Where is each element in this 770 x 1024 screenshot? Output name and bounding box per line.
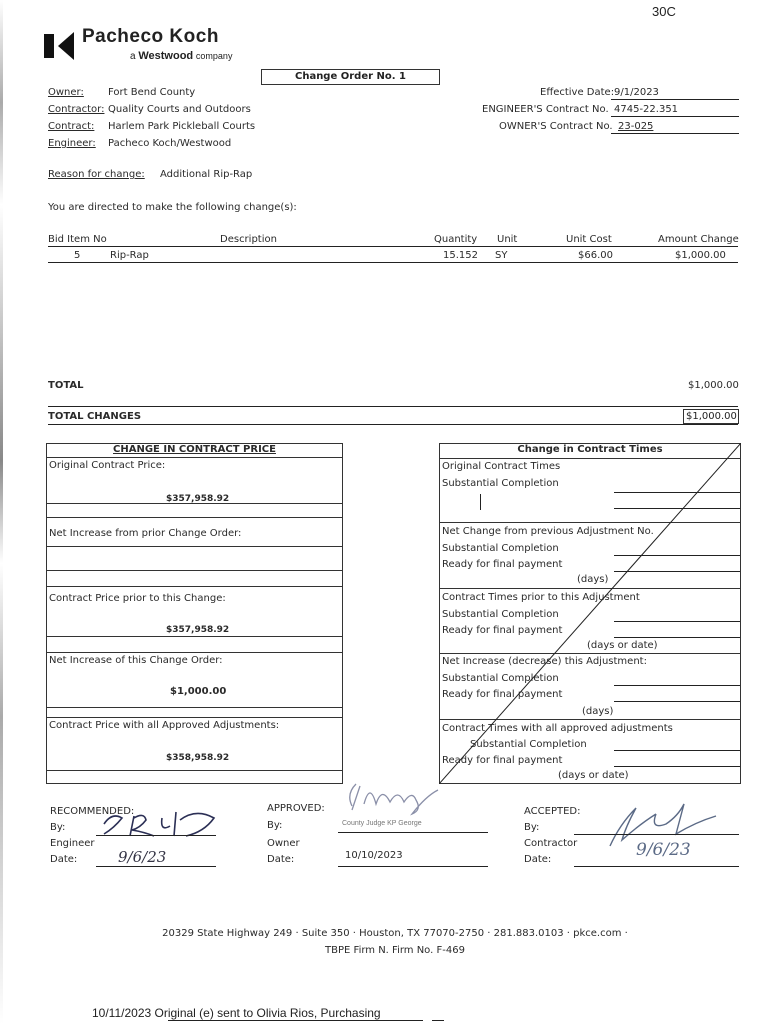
not-applicable-strike	[439, 443, 741, 784]
owner-signature	[342, 776, 442, 818]
change-order-title: Change Order No. 1	[261, 69, 440, 85]
recommended-date-value: 9/6/23	[118, 848, 167, 866]
engineer-signature	[96, 806, 226, 842]
price-box-header: CHANGE IN CONTRACT PRICE	[113, 444, 276, 455]
prior-price-label: Contract Price prior to this Change:	[49, 593, 226, 604]
company-logo	[44, 26, 259, 66]
contract-value: Harlem Park Pickleball Courts	[108, 121, 256, 132]
engineer-label: Engineer:	[48, 138, 96, 149]
cell-amount: $1,000.00	[675, 250, 726, 261]
accepted-heading: ACCEPTED:	[524, 806, 581, 817]
logo-tagline-a: a	[130, 51, 136, 62]
reason-value: Additional Rip-Rap	[160, 169, 253, 180]
footer-address: 20329 State Highway 249 · Suite 350 · Houston, TX 77070-2750 · 281.883.0103 · pkce.com ·	[162, 928, 628, 939]
contract-times-box	[439, 443, 741, 784]
times-ready-2: Ready for final payment	[442, 625, 563, 636]
scan-edge	[0, 0, 3, 1024]
col-header-description: Description	[220, 234, 277, 245]
approved-date-value: 10/10/2023	[345, 850, 403, 861]
times-substantial-4: Substantial Completion	[442, 673, 559, 684]
accepted-date-label: Date:	[524, 854, 552, 865]
times-ready-4: Ready for final payment	[442, 755, 563, 766]
with-adjustments-label: Contract Price with all Approved Adjustments:	[49, 720, 280, 731]
effective-date-value: 9/1/2023	[614, 87, 659, 98]
times-with-all-label: Contract Times with all approved adjustments	[442, 723, 673, 734]
col-header-quantity: Quantity	[434, 234, 478, 245]
net-this-value: $1,000.00	[170, 686, 227, 697]
approved-heading: APPROVED:	[267, 803, 325, 814]
logo-mark-icon	[44, 30, 80, 62]
engineer-contract-value: 4745-22.351	[614, 104, 679, 115]
engineer-value: Pacheco Koch/Westwood	[108, 138, 232, 149]
times-prior-label: Contract Times prior to this Adjustment	[442, 592, 640, 603]
left-info	[48, 87, 255, 155]
contract-price-box	[46, 443, 343, 784]
engineer-contract-label: ENGINEER'S Contract No.	[482, 104, 609, 115]
total-changes-value: $1,000.00	[686, 411, 737, 422]
recommended-date-label: Date:	[50, 854, 78, 865]
recommended-heading: RECOMMENDED:	[50, 806, 135, 817]
col-header-unit: Unit	[497, 234, 518, 245]
effective-date-label: Effective Date:	[540, 87, 615, 98]
original-price-label: Original Contract Price:	[49, 460, 166, 471]
distribution-note: 10/11/2023 Original (e) sent to Olivia Rios, Purchasing	[92, 1006, 381, 1020]
contractor-value: Quality Courts and Outdoors	[108, 104, 251, 115]
times-box-header: Change in Contract Times	[517, 444, 663, 455]
approved-role: Owner	[267, 838, 300, 849]
times-substantial-3: Substantial Completion	[442, 609, 559, 620]
total-value: $1,000.00	[688, 380, 739, 391]
owner-value: Fort Bend County	[108, 87, 196, 98]
prior-price-value: $357,958.92	[166, 625, 230, 635]
cell-unit-cost: $66.00	[578, 250, 613, 261]
times-days-or-date-1: (days or date)	[587, 640, 658, 651]
owner-contract-label: OWNER'S Contract No.	[499, 121, 613, 132]
total-changes-label: TOTAL CHANGES	[48, 411, 142, 422]
accepted-role: Contractor	[524, 838, 578, 849]
with-adjustments-value: $358,958.92	[166, 753, 230, 763]
recommended-role: Engineer	[50, 838, 95, 849]
cell-bid-item: 5	[74, 250, 81, 261]
times-original-label: Original Contract Times	[442, 461, 561, 472]
logo-tagline-c: company	[195, 51, 233, 61]
times-ready-1: Ready for final payment	[442, 559, 563, 570]
times-days-2: (days)	[582, 706, 614, 717]
directive-text: You are directed to make the following change(s):	[48, 202, 297, 213]
approved-by: By:	[267, 820, 283, 831]
total-label: TOTAL	[48, 380, 84, 391]
times-days-or-date-2: (days or date)	[558, 770, 629, 781]
logo-name: Pacheco Koch	[82, 26, 219, 47]
footer-firm-no: TBPE Firm N. Firm No. F-469	[325, 945, 465, 956]
owner-label: Owner:	[48, 87, 84, 98]
accepted-date-value: 9/6/23	[636, 840, 691, 860]
cell-unit: SY	[495, 250, 508, 261]
net-prior-label: Net Increase from prior Change Order:	[49, 528, 242, 539]
approved-date-label: Date:	[267, 854, 295, 865]
total-changes-value-box	[683, 409, 739, 424]
reason-label: Reason for change:	[48, 169, 145, 180]
times-net-change-label: Net Change from previous Adjustment No.	[442, 526, 654, 537]
accepted-by: By:	[524, 822, 540, 833]
original-price-value: $357,958.92	[166, 494, 230, 504]
page-number: 30C	[652, 4, 676, 19]
owner-contract-value: 23-025	[618, 121, 654, 132]
col-header-unit-cost: Unit Cost	[566, 234, 612, 245]
approved-signer-caption: County Judge KP George	[342, 820, 422, 827]
reason-row	[48, 169, 252, 180]
col-header-amount: Amount Change	[658, 234, 739, 245]
cell-quantity: 15.152	[443, 250, 478, 261]
times-substantial-5: Substantial Completion	[470, 739, 587, 750]
times-days-1: (days)	[577, 574, 609, 585]
contract-label: Contract:	[48, 121, 95, 132]
logo-tagline-b: Westwood	[138, 50, 194, 62]
col-header-bid-item: Bid Item No	[48, 234, 107, 245]
net-this-label: Net Increase of this Change Order:	[49, 655, 223, 666]
cell-description: Rip-Rap	[110, 250, 149, 261]
recommended-by: By:	[50, 822, 66, 833]
times-substantial-2: Substantial Completion	[442, 543, 559, 554]
times-substantial-1: Substantial Completion	[442, 478, 559, 489]
contractor-label: Contractor:	[48, 104, 105, 115]
times-ready-3: Ready for final payment	[442, 689, 563, 700]
times-net-increase-label: Net Increase (decrease) this Adjustment:	[442, 656, 647, 667]
